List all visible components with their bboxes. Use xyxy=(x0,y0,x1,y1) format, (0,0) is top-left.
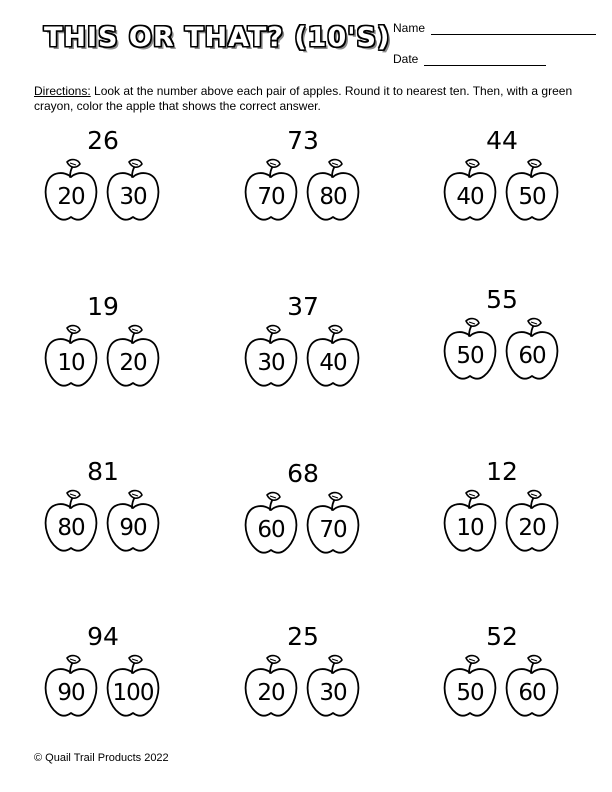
apple-option[interactable] xyxy=(43,324,99,388)
apple-option[interactable] xyxy=(504,317,560,381)
worksheet-title: THIS OR THAT? (10'S) xyxy=(44,22,391,53)
apple-option[interactable] xyxy=(442,158,498,222)
apple-option-value: 50 xyxy=(456,680,484,706)
directions-text: Look at the number above each pair of apples. Round it to nearest ten. Then, with a green crayon, color the apple that shows the correct answer. xyxy=(34,84,573,113)
apple-option-value: 60 xyxy=(518,680,546,706)
apple-option-value: 30 xyxy=(119,184,147,210)
problem-card xyxy=(33,622,173,732)
apple-option-value: 80 xyxy=(57,515,85,541)
apple-option[interactable] xyxy=(43,158,99,222)
problem-number: 81 xyxy=(87,457,119,486)
apple-option[interactable] xyxy=(305,491,361,555)
apple-option-value: 70 xyxy=(319,517,347,543)
apple-option-value: 50 xyxy=(456,343,484,369)
apple-option[interactable] xyxy=(504,654,560,718)
problem-card xyxy=(432,457,572,567)
problem-number: 12 xyxy=(486,457,518,486)
apple-option-value: 80 xyxy=(319,184,347,210)
apple-option[interactable] xyxy=(43,489,99,553)
directions-label: Directions: xyxy=(34,84,91,98)
problem-number: 52 xyxy=(486,622,518,651)
problem-number: 25 xyxy=(287,622,319,651)
problem-number: 55 xyxy=(486,285,518,314)
apple-option[interactable] xyxy=(243,324,299,388)
apple-option[interactable] xyxy=(504,489,560,553)
apple-option[interactable] xyxy=(442,654,498,718)
problem-number: 68 xyxy=(287,459,319,488)
apple-option-value: 60 xyxy=(257,517,285,543)
problem-number: 73 xyxy=(287,126,319,155)
apple-option[interactable] xyxy=(305,654,361,718)
problem-card xyxy=(233,292,373,402)
apple-option[interactable] xyxy=(442,489,498,553)
name-label: Name xyxy=(393,21,426,35)
apple-option-value: 60 xyxy=(518,343,546,369)
apple-option[interactable] xyxy=(243,158,299,222)
apple-option-value: 50 xyxy=(518,184,546,210)
problem-card xyxy=(233,459,373,569)
problem-card xyxy=(432,126,572,236)
apple-option-value: 10 xyxy=(57,350,85,376)
apple-option-value: 20 xyxy=(57,184,85,210)
apple-option-value: 70 xyxy=(257,184,285,210)
apple-option-value: 10 xyxy=(456,515,484,541)
copyright-footer: © Quail Trail Products 2022 xyxy=(34,752,169,764)
apple-option[interactable] xyxy=(105,489,161,553)
apple-option[interactable] xyxy=(43,654,99,718)
apple-option-value: 90 xyxy=(119,515,147,541)
problem-number: 19 xyxy=(87,292,119,321)
apple-option[interactable] xyxy=(305,324,361,388)
problem-card xyxy=(432,622,572,732)
apple-option[interactable] xyxy=(105,654,161,718)
apple-option-value: 100 xyxy=(112,680,154,706)
apple-option-value: 20 xyxy=(257,680,285,706)
directions xyxy=(34,84,582,114)
apple-option-value: 30 xyxy=(319,680,347,706)
apple-option[interactable] xyxy=(105,324,161,388)
apple-option[interactable] xyxy=(243,491,299,555)
name-field[interactable] xyxy=(393,21,596,35)
problem-card xyxy=(432,285,572,395)
date-field[interactable] xyxy=(393,52,546,66)
apple-option-value: 20 xyxy=(518,515,546,541)
date-label: Date xyxy=(393,52,419,66)
problem-number: 26 xyxy=(87,126,119,155)
date-line[interactable] xyxy=(424,53,546,66)
problem-number: 94 xyxy=(87,622,119,651)
problem-number: 44 xyxy=(486,126,518,155)
apple-option-value: 30 xyxy=(257,350,285,376)
apple-option-value: 40 xyxy=(319,350,347,376)
problem-card xyxy=(33,457,173,567)
apple-option-value: 90 xyxy=(57,680,85,706)
apple-option-value: 20 xyxy=(119,350,147,376)
problem-card xyxy=(233,622,373,732)
name-line[interactable] xyxy=(431,22,596,35)
apple-option-value: 40 xyxy=(456,184,484,210)
apple-option[interactable] xyxy=(442,317,498,381)
apple-option[interactable] xyxy=(105,158,161,222)
problem-number: 37 xyxy=(287,292,319,321)
apple-option[interactable] xyxy=(243,654,299,718)
apple-option[interactable] xyxy=(504,158,560,222)
apple-option[interactable] xyxy=(305,158,361,222)
problem-card xyxy=(33,292,173,402)
problem-card xyxy=(233,126,373,236)
problem-card xyxy=(33,126,173,236)
